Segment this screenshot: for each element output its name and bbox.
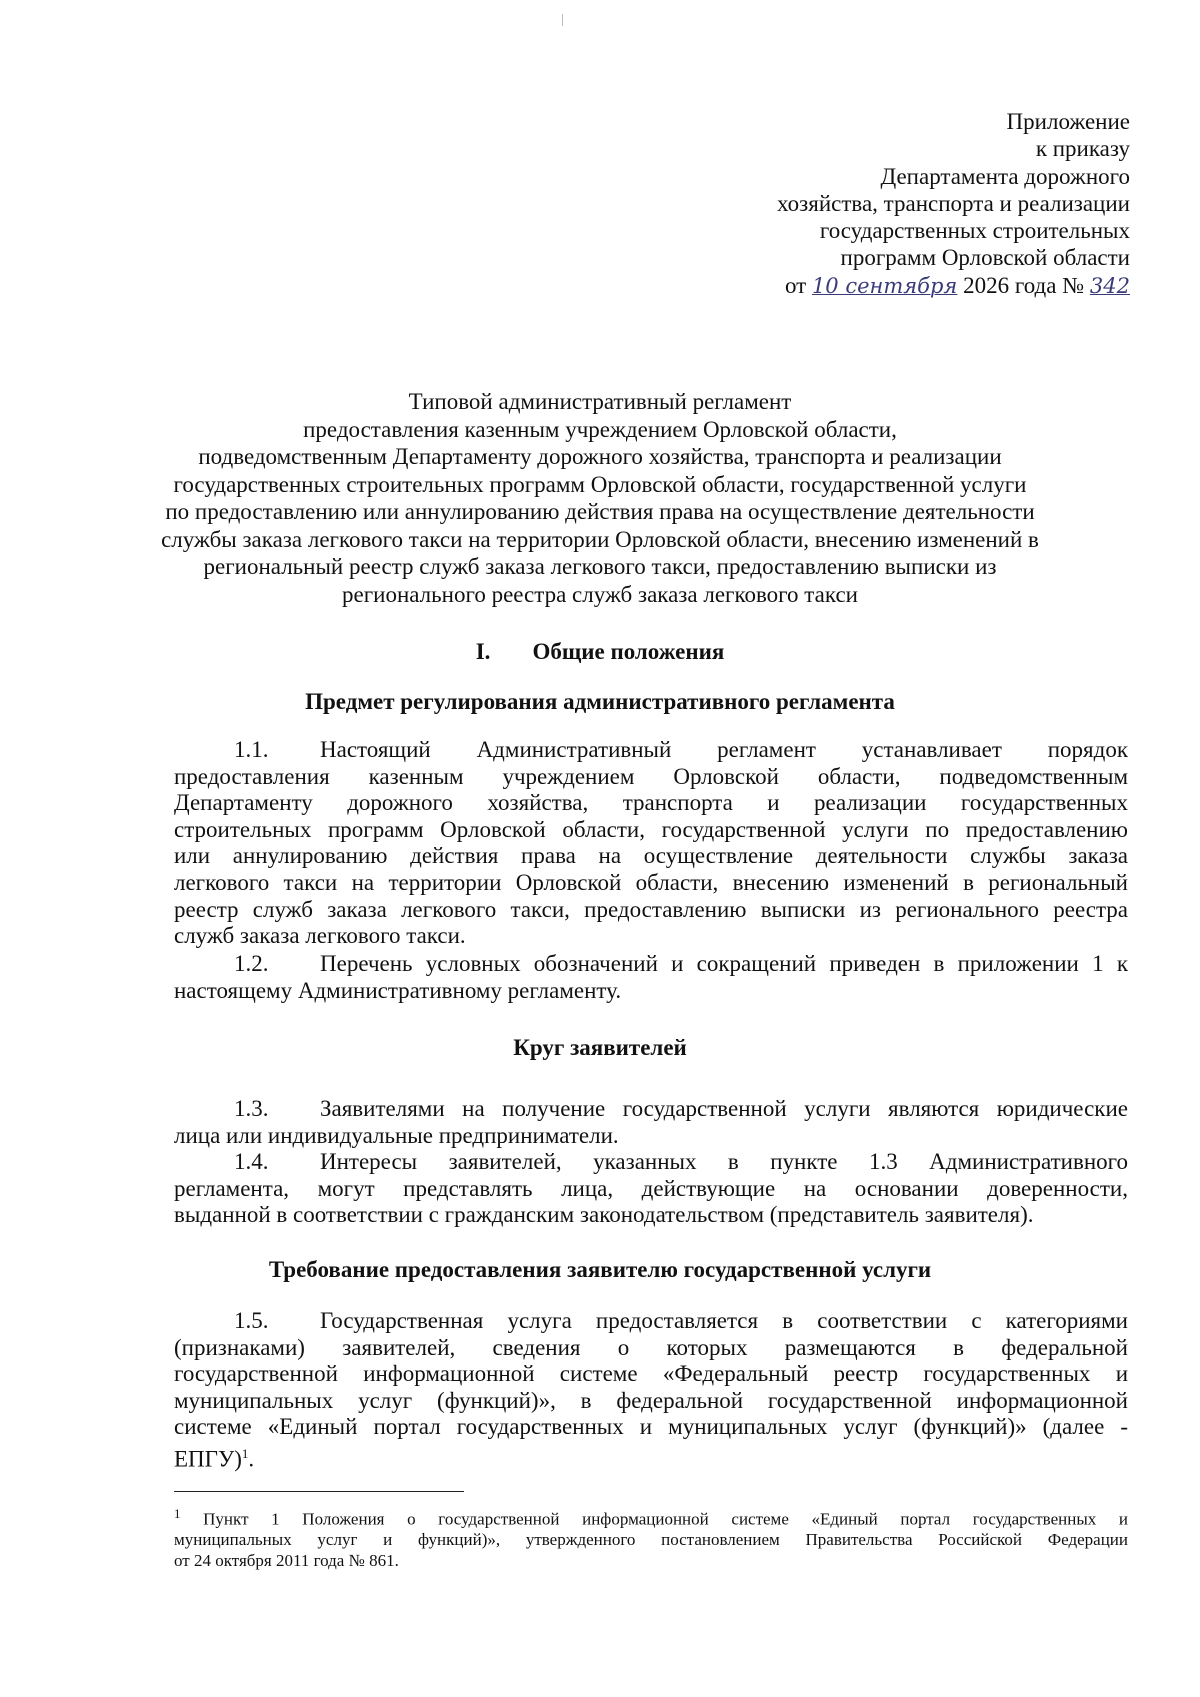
appendix-line: Департамента дорожного bbox=[880, 163, 1130, 189]
paragraph-text: строительных программ Орловской области, государственной услуги по предоставлению bbox=[174, 816, 1128, 842]
title-line: предоставления казенным учреждением Орловской области, bbox=[303, 416, 897, 442]
subsection-heading-subject: Предмет регулирования административного регламента bbox=[305, 689, 895, 714]
paragraph-text: регламента, могут представлять лица, действующие на основании доверенности, bbox=[174, 1175, 1128, 1201]
paragraph-number: 1.1. bbox=[234, 737, 269, 762]
appendix-line: государственных строительных bbox=[819, 218, 1130, 244]
paragraph-text: (признаками) заявителей, сведения о которых размещаются в федеральной bbox=[174, 1334, 1128, 1360]
paragraph-text: выданной в соответствии с гражданским законодательством (представитель заявителя). bbox=[174, 1202, 1034, 1228]
subsection-heading-applicants: Круг заявителей bbox=[513, 1035, 687, 1060]
appendix-line: Приложение bbox=[1006, 109, 1130, 134]
paragraph-text: Государственная услуга предоставляется в соответствии с категориями bbox=[320, 1308, 1128, 1333]
title-line: региональный реестр служб заказа легкового такси, предоставлению выписки из bbox=[203, 554, 997, 579]
handwritten-date: 10 сентября bbox=[811, 273, 958, 298]
footnote-text: от 24 октября 2011 года № 861. bbox=[174, 1550, 399, 1570]
appendix-line: программ Орловской области bbox=[840, 245, 1130, 271]
subsection-heading-requirement: Требование предоставления заявителю государственной услуги bbox=[268, 1257, 932, 1282]
appendix-line: хозяйства, транспорта и реализации bbox=[777, 190, 1130, 216]
paragraph-1-4 bbox=[174, 1149, 1128, 1229]
paragraph-1-5 bbox=[174, 1308, 1128, 1473]
handwritten-number: 342 bbox=[1089, 273, 1130, 298]
paragraph-text: . bbox=[248, 1446, 255, 1472]
footnote-text: Пункт 1 Положения о государственной информационной системе «Единый портал государственных и bbox=[203, 1509, 1128, 1529]
paragraph-text: предоставления казенным учреждением Орловской области, подведомственным bbox=[174, 763, 1128, 789]
title-line: регионального реестра служб заказа легкового такси bbox=[342, 581, 858, 607]
paragraph-text: лица или индивидуальные предприниматели. bbox=[174, 1122, 619, 1148]
paragraph-text: Настоящий Административный регламент устанавливает порядок bbox=[320, 737, 1128, 762]
section-title: Общие положения bbox=[532, 639, 725, 664]
paragraph-1-1 bbox=[174, 737, 1128, 950]
paragraph-text: служб заказа легкового такси. bbox=[174, 923, 466, 949]
paragraph-number: 1.5. bbox=[234, 1308, 269, 1333]
footnote-separator bbox=[174, 1491, 464, 1492]
paragraph-text: легкового такси на территории Орловской области, внесению изменений в региональный bbox=[174, 869, 1128, 895]
footnote-mark: 1 bbox=[174, 1506, 181, 1521]
title-line: Типовой административный регламент bbox=[408, 389, 792, 414]
appendix-block bbox=[650, 108, 1130, 300]
date-year: 2026 года № bbox=[963, 272, 1085, 298]
footnote-reference[interactable]: 1 bbox=[241, 1445, 249, 1461]
title-line: подведомственным Департаменту дорожного хозяйства, транспорта и реализации bbox=[198, 444, 1002, 469]
paragraph-text: или аннулированию действия права на осуществление деятельности службы заказа bbox=[174, 843, 1128, 869]
paragraph-text: государственной информационной системе «Федеральный реестр государственных и bbox=[174, 1361, 1128, 1387]
appendix-date-line bbox=[650, 272, 1130, 300]
paragraph-text: Заявителями на получение государственной услуги являются юридические bbox=[320, 1096, 1128, 1121]
section-heading bbox=[170, 639, 1030, 665]
paragraph-text-last bbox=[174, 1441, 1128, 1473]
section-number: I. bbox=[475, 639, 491, 664]
paragraph-number: 1.3. bbox=[234, 1096, 269, 1121]
appendix-line: к приказу bbox=[1035, 136, 1130, 162]
paragraph-text: Интересы заявителей, указанных в пункте 1.3 Административного bbox=[320, 1149, 1128, 1174]
footnote-text: муниципальных услуг и функций)», утвержденного постановлением Правительства Российской Федерации bbox=[174, 1530, 1128, 1550]
title-line: по предоставлению или аннулированию действия права на осуществление деятельности bbox=[165, 499, 1035, 524]
document-title bbox=[150, 388, 1050, 608]
paragraph-text: Перечень условных обозначений и сокращений приведен в приложении 1 к bbox=[320, 951, 1128, 976]
title-line: службы заказа легкового такси на территории Орловской области, внесению изменений в bbox=[161, 526, 1039, 552]
paragraph-text: ЕПГУ) bbox=[174, 1446, 242, 1472]
date-prefix: от bbox=[784, 272, 807, 298]
paragraph-text: настоящему Административному регламенту. bbox=[174, 977, 622, 1003]
paragraph-1-3 bbox=[174, 1096, 1128, 1149]
paragraph-text: муниципальных услуг (функций)», в федеральной государственной информационной bbox=[174, 1387, 1128, 1413]
footnote bbox=[174, 1504, 1128, 1571]
paragraph-number: 1.2. bbox=[234, 951, 269, 976]
title-line: государственных строительных программ Орловской области, государственной услуги bbox=[173, 471, 1027, 497]
paragraph-1-2 bbox=[174, 951, 1128, 1004]
paragraph-text: реестр служб заказа легкового такси, предоставлению выписки из регионального реестра bbox=[174, 896, 1128, 922]
paragraph-text: системе «Единый портал государственных и муниципальных услуг (функций)» (далее - bbox=[174, 1414, 1128, 1440]
paragraph-number: 1.4. bbox=[234, 1149, 269, 1174]
paragraph-text: Департаменту дорожного хозяйства, транспорта и реализации государственных bbox=[174, 790, 1128, 816]
scan-mark bbox=[562, 14, 563, 26]
